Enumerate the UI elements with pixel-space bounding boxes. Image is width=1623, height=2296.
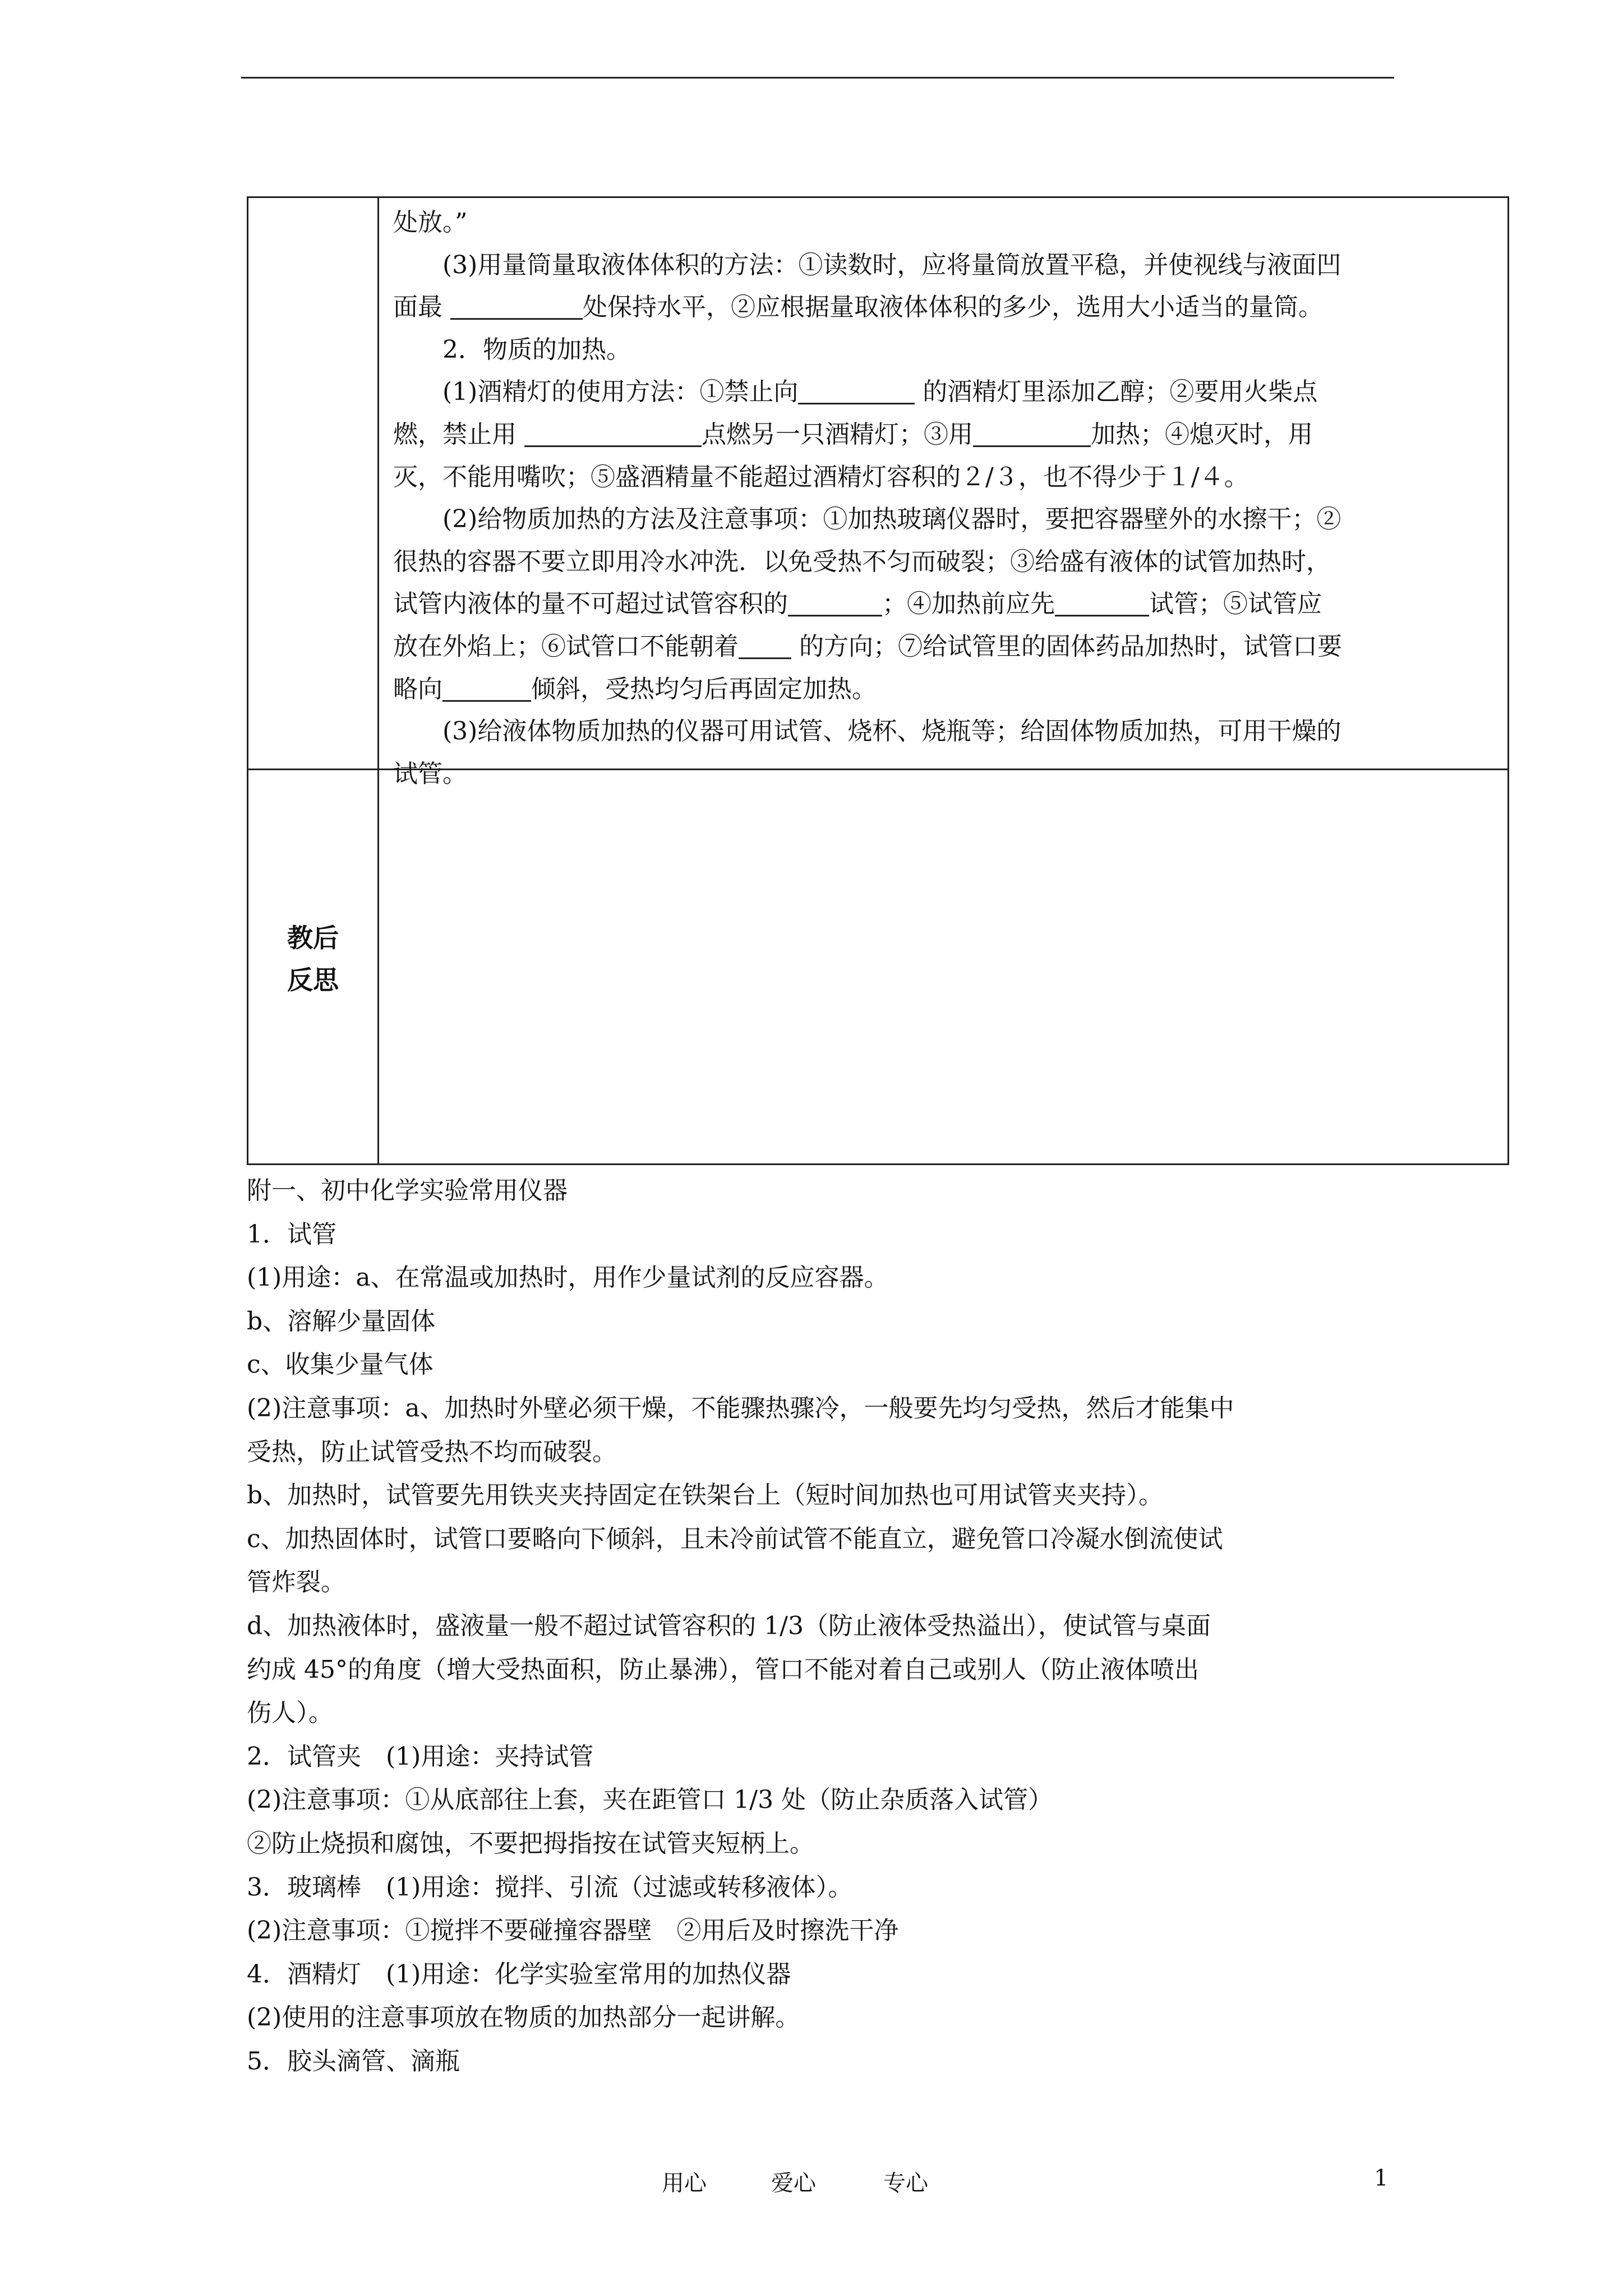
content-line	[393, 625, 1497, 668]
body-line: c、加热固体时，试管口要略向下倾斜，且未冷前试管不能直立，避免管口冷凝水倒流使试	[247, 1524, 1223, 1553]
content-line	[393, 668, 1497, 711]
reflection-label-line: 教后	[287, 923, 339, 953]
content-line	[393, 286, 1497, 329]
fill-blank	[973, 418, 1091, 447]
body-line: 约成 45°的角度（增大受热面积，防止暴沸），管口不能对着自己或别人（防止液体喷出	[247, 1655, 1199, 1684]
body-line: d、加热液体时，盛液量一般不超过试管容积的 1/3（防止液体受热溢出），使试管与桌面	[247, 1611, 1211, 1640]
text-span: 燃，禁止用	[393, 420, 524, 449]
text-span: ；④加热前应先	[882, 590, 1055, 619]
page-number: 1	[1374, 2165, 1389, 2191]
fill-blank	[788, 588, 882, 616]
body-line: 1．试管	[247, 1220, 336, 1249]
body-line: 伤人）。	[247, 1699, 333, 1728]
text-span: (1)酒精灯的使用方法：①禁止向	[442, 378, 799, 407]
body-line: (2)注意事项：a、加热时外壁必须干燥，不能骤热骤冷，一般要先均匀受热，然后才能集中	[247, 1393, 1234, 1423]
fill-blank	[739, 631, 791, 659]
content-line: (2)给物质加热的方法及注意事项：①加热玻璃仪器时，要把容器壁外的水擦干；②	[442, 505, 1341, 534]
text-span: 倾斜，受热均匀后再固定加热。	[531, 674, 877, 703]
fill-blank	[1055, 588, 1149, 616]
content-line: 很热的容器不要立即用冷水冲洗．以免受热不匀而破裂；③给盛有液体的试管加热时，	[393, 547, 1331, 576]
body-line: b、加热时，试管要先用铁夹夹持固定在铁架台上（短时间加热也可用试管夹夹持）。	[247, 1481, 1164, 1510]
content-line	[393, 583, 1497, 625]
content-line: 2．物质的加热。	[442, 335, 631, 364]
body-line: c、收集少量气体	[247, 1350, 434, 1379]
text-span: 放在外焰上；⑥试管口不能朝着	[393, 632, 739, 661]
fill-blank	[450, 291, 583, 320]
header-rule	[241, 77, 1394, 79]
body-line: (2)注意事项：①搅拌不要碰撞容器壁 ②用后及时擦洗干净	[247, 1916, 899, 1945]
footer-word: 爱心	[771, 2170, 816, 2196]
table-column-divider	[377, 198, 379, 1163]
footer-word: 专心	[883, 2170, 928, 2196]
content-line: (3)用量筒量取液体体积的方法：①读数时，应将量筒放置平稳，并使视线与液面凹	[442, 250, 1341, 279]
body-line: 附一、初中化学实验常用仪器	[247, 1176, 568, 1205]
text-span: 试管内液体的量不可超过试管容积的	[393, 590, 788, 619]
lesson-content	[393, 201, 1497, 795]
text-span: 加热；④熄灭时，用	[1091, 420, 1313, 449]
text-span: 处保持水平，②应根据量取液体体积的多少，选用大小适当的量筒。	[583, 293, 1323, 322]
fill-blank	[442, 673, 531, 702]
body-line: 5．胶头滴管、滴瓶	[247, 2046, 460, 2076]
footer-word: 用心	[662, 2170, 707, 2196]
text-span: 的酒精灯里添加乙醇；②要用火柴点	[915, 378, 1318, 407]
appendix-text	[247, 1169, 1394, 2083]
text-span: 略向	[393, 674, 442, 703]
body-line: (2)使用的注意事项放在物质的加热部分一起讲解。	[247, 2003, 800, 2032]
body-line: b、溶解少量固体	[247, 1306, 436, 1336]
content-line	[393, 413, 1497, 456]
body-line: 受热，防止试管受热不均而破裂。	[247, 1437, 617, 1466]
body-line: 管炸裂。	[247, 1568, 345, 1597]
content-line: 试管。	[393, 759, 467, 788]
content-line: 灭，不能用嘴吹；⑤盛酒精量不能超过酒精灯容积的２/３，也不得少于１/４。	[393, 462, 1249, 491]
lesson-table	[247, 196, 1509, 1165]
body-line: 3．玻璃棒 (1)用途：搅拌、引流（过滤或转移液体）。	[247, 1872, 853, 1902]
text-span: 试管；⑤试管应	[1149, 590, 1322, 619]
body-line: (2)注意事项：①从底部往上套，夹在距管口 1/3 处（防止杂质落入试管）	[247, 1786, 1053, 1815]
reflection-label	[248, 917, 377, 1001]
fill-blank	[524, 418, 702, 447]
content-line: (3)给液体物质加热的仪器可用试管、烧杯、烧瓶等；给固体物质加热，可用干燥的	[442, 717, 1341, 746]
text-span: 点燃另一只酒精灯；③用	[702, 420, 973, 449]
text-span: 面最	[393, 293, 450, 322]
content-line: 处放。”	[393, 208, 468, 237]
fill-blank	[798, 376, 915, 404]
body-line: 4．酒精灯 (1)用途：化学实验室常用的加热仪器	[247, 1959, 791, 1989]
text-span: 的方向；⑦给试管里的固体药品加热时，试管口要	[791, 632, 1342, 661]
body-line: 2．试管夹 (1)用途：夹持试管	[247, 1742, 594, 1771]
body-line: (1)用途：a、在常温或加热时，用作少量试剂的反应容器。	[247, 1263, 889, 1292]
body-line: ②防止烧损和腐蚀，不要把拇指按在试管夹短柄上。	[247, 1829, 814, 1858]
content-line	[393, 371, 1497, 413]
reflection-label-line: 反思	[287, 965, 339, 995]
